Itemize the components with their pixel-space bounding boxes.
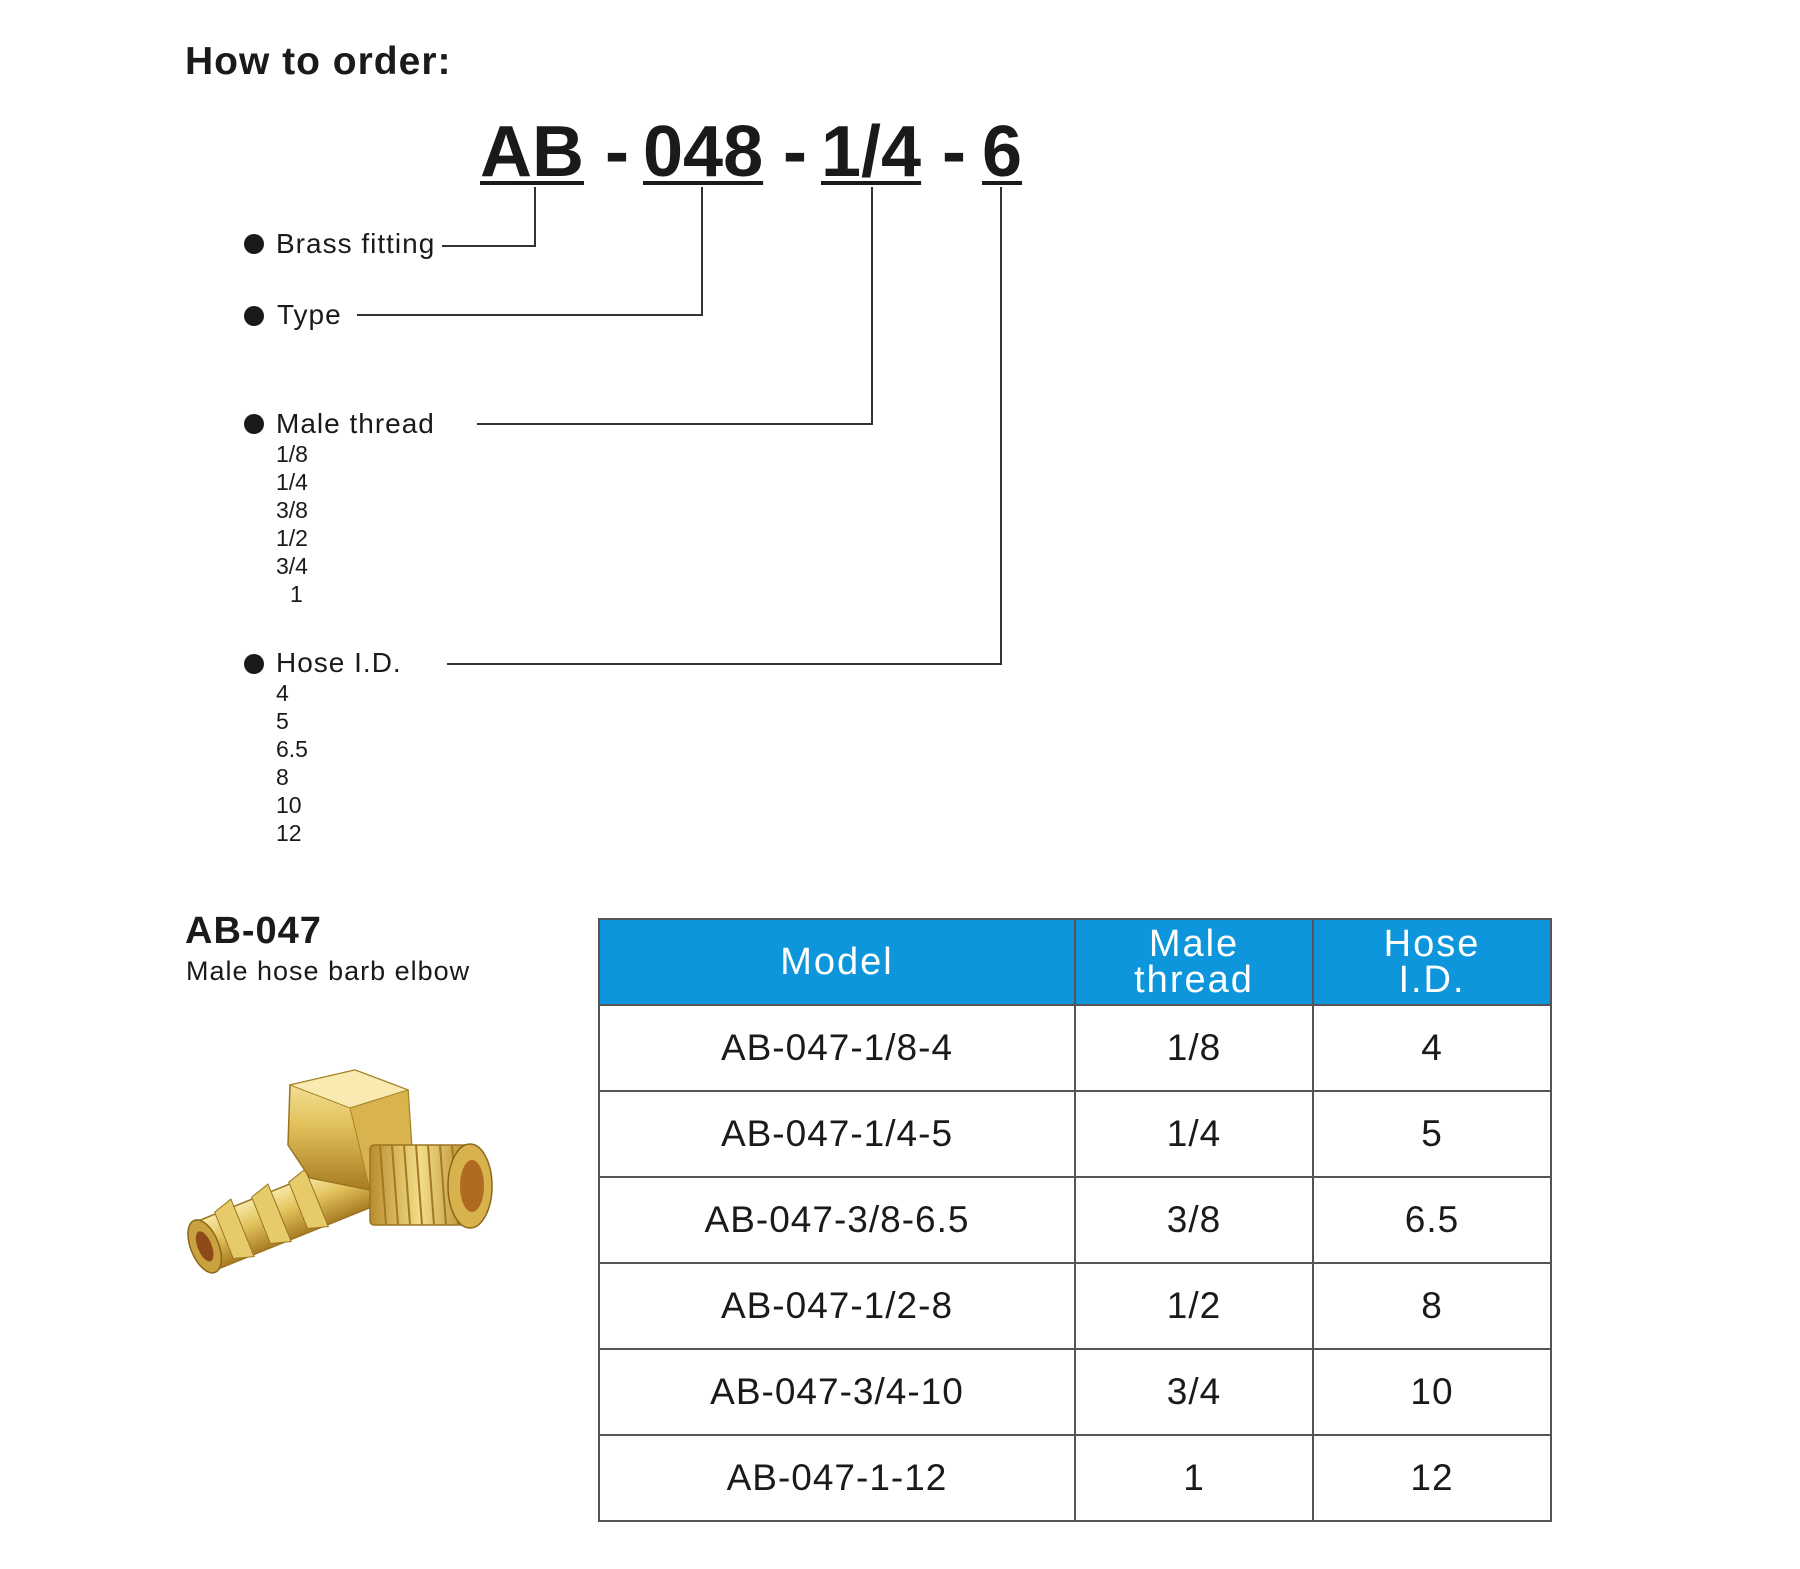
cell-male-thread: 1/8	[1075, 1005, 1313, 1091]
cell-hose-id: 12	[1313, 1435, 1551, 1521]
cell-hose-id: 6.5	[1313, 1177, 1551, 1263]
field-label-brass-fitting: Brass fitting	[276, 228, 436, 259]
bullet-dot	[244, 234, 264, 254]
header-line: Hose	[1383, 923, 1481, 965]
table-row	[599, 1263, 1551, 1349]
option-item: 1/4	[276, 469, 308, 495]
cell-hose-id: 4	[1313, 1005, 1551, 1091]
connector-hose-id	[447, 187, 1001, 664]
cell-male-thread: 3/8	[1075, 1177, 1313, 1263]
option-item: 3/8	[276, 497, 308, 523]
code-part-type: 048	[643, 112, 764, 192]
option-item: 4	[276, 680, 289, 706]
option-item: 5	[276, 708, 289, 734]
option-item: 6.5	[276, 736, 308, 762]
cell-hose-id: 10	[1313, 1349, 1551, 1435]
cell-model: AB-047-3/4-10	[599, 1349, 1075, 1435]
cell-male-thread: 1/2	[1075, 1263, 1313, 1349]
page-title: How to order:	[185, 40, 452, 83]
field-label-hose-id: Hose I.D.	[276, 647, 402, 678]
column-header-model	[599, 919, 1075, 1005]
header-line: Model	[780, 941, 894, 983]
code-part-hose: 6	[982, 112, 1023, 192]
cell-male-thread: 1/4	[1075, 1091, 1313, 1177]
cell-model: AB-047-1/2-8	[599, 1263, 1075, 1349]
option-item: 10	[276, 792, 302, 818]
table-row	[599, 1349, 1551, 1435]
brass-elbow-fitting-icon	[180, 1050, 540, 1300]
header-line: thread	[1134, 959, 1254, 1001]
code-separator: -	[942, 112, 966, 192]
option-item: 1/2	[276, 525, 308, 551]
table-row	[599, 1435, 1551, 1521]
table-row	[599, 1005, 1551, 1091]
code-separator: -	[605, 112, 629, 192]
option-item: 3/4	[276, 553, 308, 579]
cell-male-thread: 3/4	[1075, 1349, 1313, 1435]
header-line: I.D.	[1398, 959, 1466, 1001]
option-item: 12	[276, 820, 302, 846]
option-item: 1/8	[276, 441, 308, 467]
bullet-dot	[244, 306, 264, 326]
column-header-male-thread	[1075, 919, 1313, 1005]
bullet-dot	[244, 414, 264, 434]
spec-table	[598, 918, 1552, 1522]
code-part-series: AB	[480, 112, 584, 192]
code-separator: -	[783, 112, 807, 192]
product-name: AB-047	[185, 910, 322, 952]
cell-model: AB-047-1-12	[599, 1435, 1075, 1521]
field-label-type: Type	[277, 299, 342, 330]
table-row	[599, 1091, 1551, 1177]
cell-model: AB-047-1/8-4	[599, 1005, 1075, 1091]
cell-hose-id: 5	[1313, 1091, 1551, 1177]
connector-brass-fitting	[442, 187, 535, 246]
cell-model: AB-047-1/4-5	[599, 1091, 1075, 1177]
option-item: 8	[276, 764, 289, 790]
table-row	[599, 1177, 1551, 1263]
cell-male-thread: 1	[1075, 1435, 1313, 1521]
cell-hose-id: 8	[1313, 1263, 1551, 1349]
product-description: Male hose barb elbow	[186, 956, 471, 986]
cell-model: AB-047-3/8-6.5	[599, 1177, 1075, 1263]
header-line: Male	[1148, 923, 1240, 965]
code-part-thread: 1/4	[821, 112, 922, 192]
table-header-row	[599, 919, 1551, 1005]
column-header-hose-id	[1313, 919, 1551, 1005]
field-label-male-thread: Male thread	[276, 408, 435, 439]
bullet-dot	[244, 654, 264, 674]
connector-male-thread	[477, 187, 872, 424]
option-item: 1	[290, 581, 303, 607]
